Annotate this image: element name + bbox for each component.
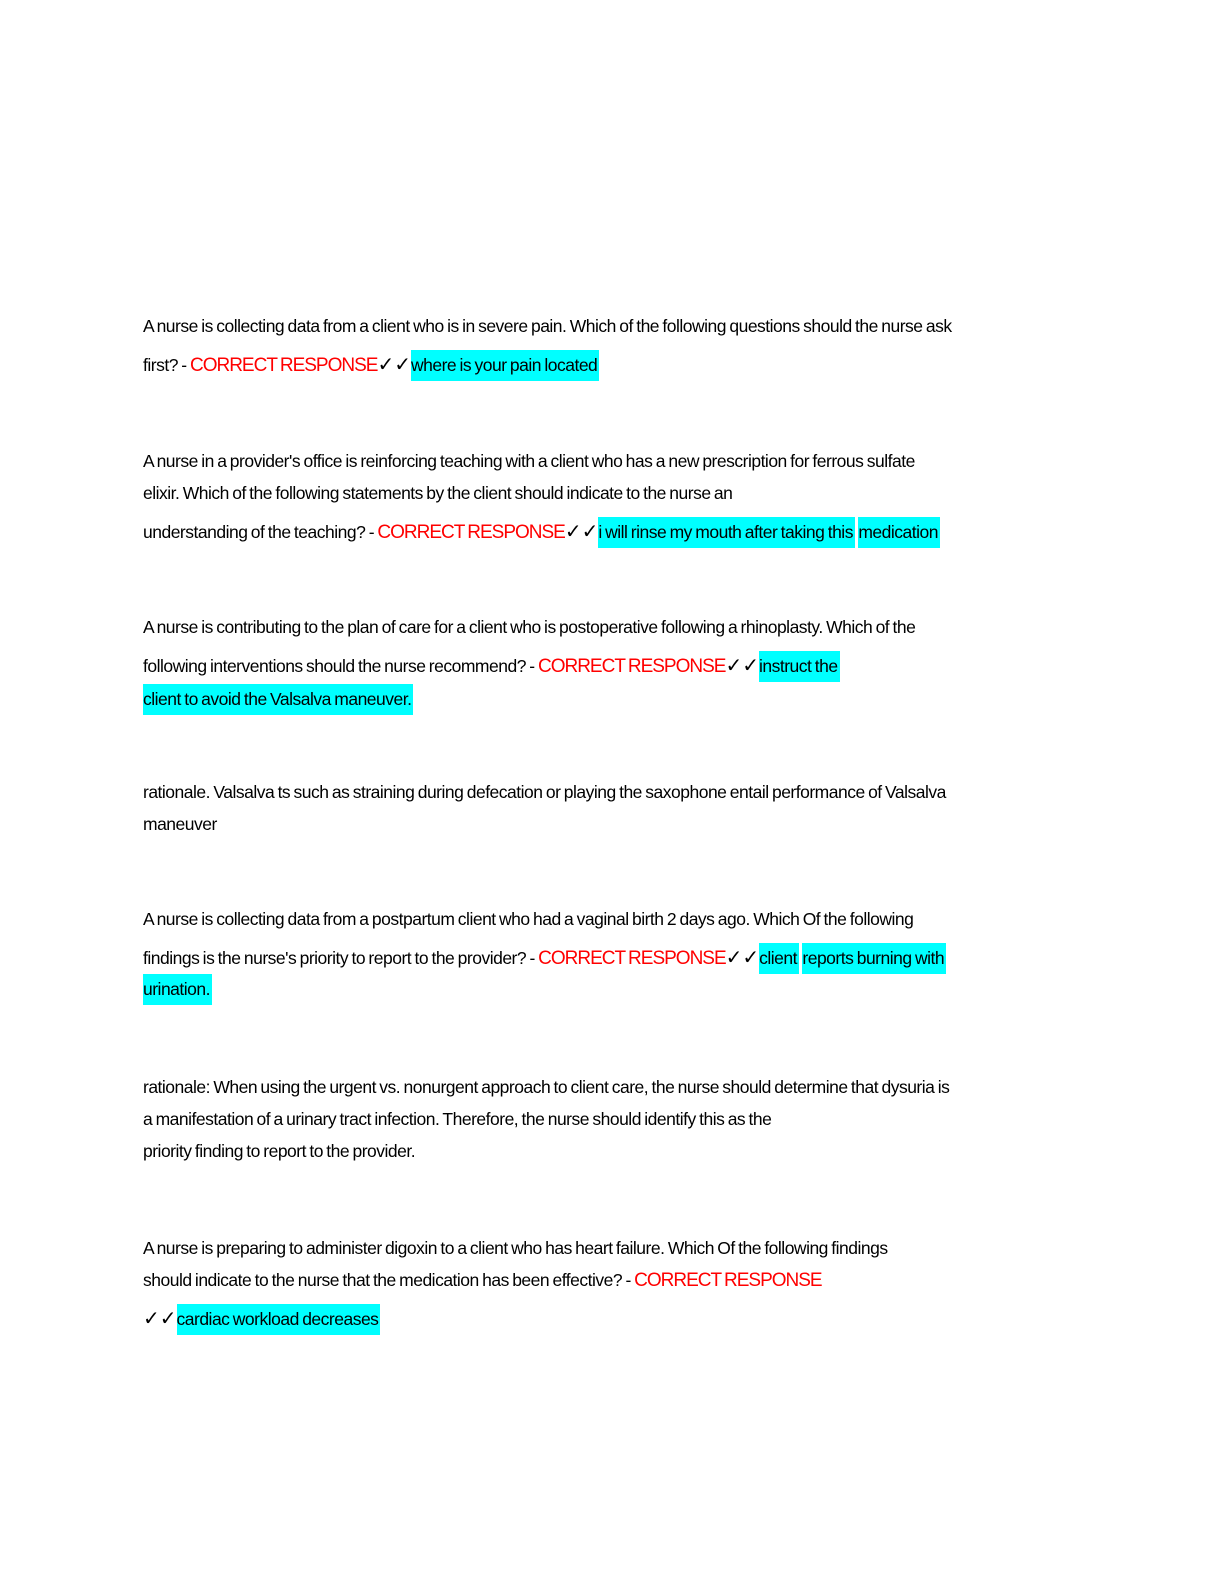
- question-text: first? -: [143, 355, 190, 375]
- rationale-text: priority finding to report to the provider.: [143, 1141, 416, 1161]
- question-text: A nurse is collecting data from a postpartum client who had a vaginal birth 2 days ago. Which Of the following: [143, 909, 914, 929]
- question-text: elixir. Which of the following statements by the client should indicate to the nurse an: [143, 483, 733, 503]
- question-text: findings is the nurse's priority to report to the provider? -: [143, 948, 539, 968]
- answer-line: [143, 352, 1078, 377]
- question-block-4: [143, 909, 1078, 1000]
- correct-response-label: CORRECT RESPONSE: [634, 1270, 822, 1291]
- question-text: A nurse is contributing to the plan of care for a client who is postoperative following a rhinoplasty. Which of the: [143, 617, 916, 637]
- question-block-2: [143, 451, 1078, 544]
- answer-highlight: urination.: [143, 974, 212, 1005]
- rationale-block-2: [143, 1077, 1078, 1162]
- checkmark-icon: ✓✓: [143, 1308, 177, 1330]
- question-text: should indicate to the nurse that the medication has been effective? -: [143, 1270, 635, 1290]
- question-block-1: [143, 316, 1078, 377]
- correct-response-label: CORRECT RESPONSE: [537, 656, 726, 677]
- checkmark-icon: ✓✓: [725, 655, 759, 677]
- answer-highlight: client: [759, 943, 799, 974]
- answer-line: [143, 519, 1078, 544]
- rationale-text: maneuver: [143, 814, 217, 834]
- rationale-text: rationale. Valsalva ts such as straining during defecation or playing the saxophone entail performance of Valsalva: [143, 782, 946, 802]
- answer-line: [143, 1270, 1078, 1306]
- correct-response-label: CORRECT RESPONSE: [538, 948, 726, 969]
- rationale-text: rationale: When using the urgent vs. nonurgent approach to client care, the nurse should determine that dysuria is: [143, 1077, 950, 1097]
- question-text: A nurse is preparing to administer digoxin to a client who has heart failure. Which Of the following findings: [143, 1238, 888, 1258]
- question-text: understanding of the teaching? -: [143, 522, 378, 542]
- answer-highlight: reports burning with: [802, 943, 946, 974]
- answer-highlight: medication: [858, 517, 940, 548]
- answer-highlight: instruct the: [759, 651, 840, 682]
- correct-response-label: CORRECT RESPONSE: [189, 355, 378, 376]
- question-text: A nurse in a provider's office is reinforcing teaching with a client who has a new prescription for ferrous sulfate: [143, 451, 915, 471]
- question-text: following interventions should the nurse recommend? -: [143, 656, 538, 676]
- question-block-3: [143, 617, 1078, 710]
- answer-line: [143, 979, 1078, 1000]
- answer-line: [143, 945, 1078, 979]
- answer-line: [143, 689, 1078, 710]
- answer-highlight: client to avoid the Valsalva maneuver.: [143, 684, 413, 715]
- checkmark-icon: ✓✓: [564, 521, 599, 543]
- rationale-text: a manifestation of a urinary tract infection. Therefore, the nurse should identify this as the: [143, 1109, 772, 1129]
- checkmark-icon: ✓✓: [725, 947, 760, 969]
- answer-highlight: cardiac workload decreases: [177, 1304, 381, 1335]
- correct-response-label: CORRECT RESPONSE: [377, 522, 565, 543]
- answer-highlight: i will rinse my mouth after taking this: [598, 517, 855, 548]
- question-text: A nurse is collecting data from a client who is in severe pain. Which of the following questions should the nurse ask: [143, 316, 952, 336]
- rationale-block-1: [143, 782, 1078, 835]
- question-block-5: [143, 1238, 1078, 1331]
- checkmark-icon: ✓✓: [377, 354, 411, 376]
- answer-line: [143, 1306, 1078, 1331]
- answer-highlight: where is your pain located: [411, 350, 599, 381]
